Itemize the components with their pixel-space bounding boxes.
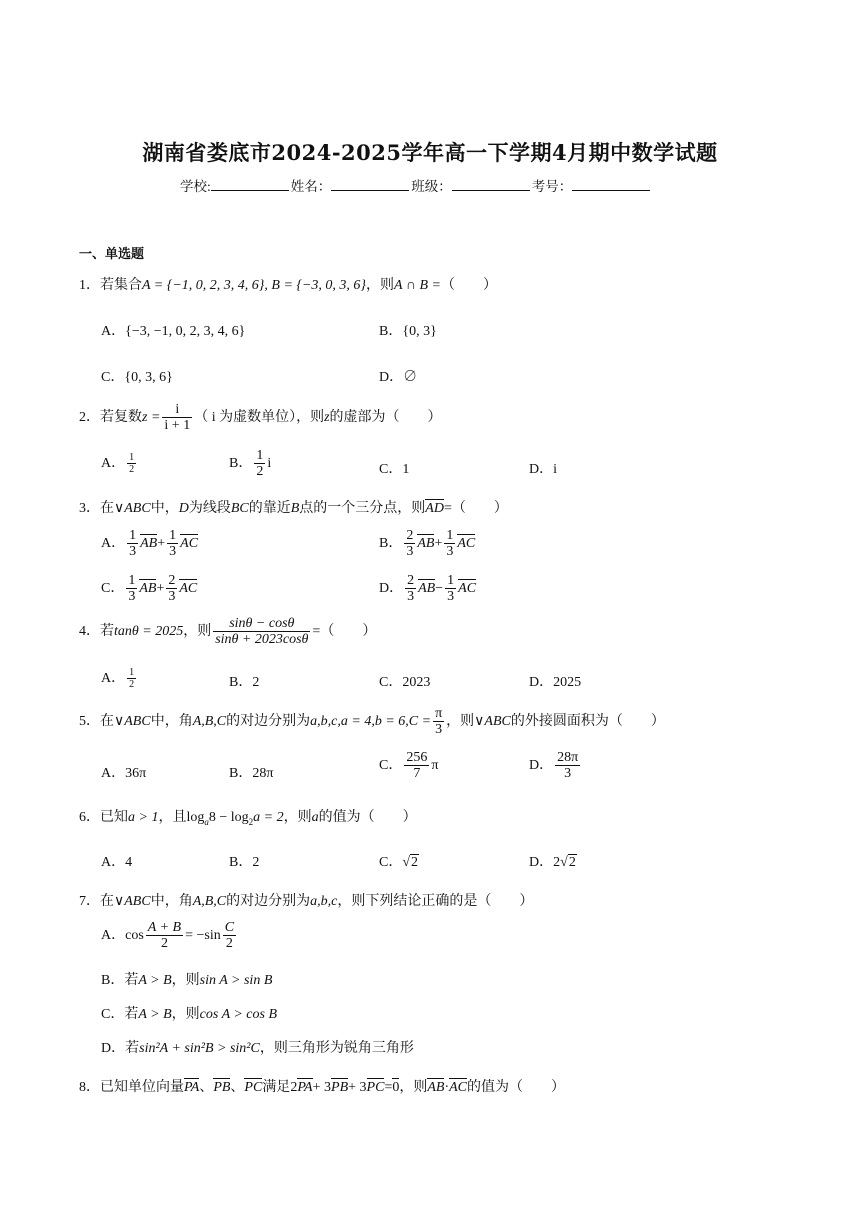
option-label: C． xyxy=(101,581,125,597)
fraction xyxy=(167,528,178,560)
math-expression: = xyxy=(384,1080,393,1095)
question-text: 中， xyxy=(150,501,179,516)
question-text: ，则下列结论正确的是（ ） xyxy=(337,894,534,909)
option-text: {0, 3} xyxy=(402,324,437,339)
zero-vector: 0 xyxy=(392,1080,400,1095)
option-3c[interactable] xyxy=(101,573,197,605)
denominator: 3 xyxy=(407,589,415,605)
question-text: 为线段 xyxy=(188,501,231,516)
question-7 xyxy=(79,890,533,910)
math-expression: z = xyxy=(142,410,161,426)
fraction xyxy=(555,750,580,782)
exam-no-label: 考号： xyxy=(531,179,573,194)
question-number: 5． xyxy=(79,714,100,730)
option-text: {0, 3, 6} xyxy=(124,370,173,385)
question-text: ，且 xyxy=(158,810,187,825)
numerator: 1 xyxy=(169,528,177,543)
option-text: 2023 xyxy=(402,675,431,690)
class-label: 班级： xyxy=(411,179,452,194)
vector-pa: PA xyxy=(184,1080,200,1095)
option-label: C． xyxy=(101,1007,125,1022)
option-label: B． xyxy=(229,766,253,781)
option-3d[interactable] xyxy=(379,573,476,605)
option-label: B． xyxy=(229,855,253,870)
option-label: C． xyxy=(379,675,403,690)
question-number: 6． xyxy=(79,810,100,825)
option-label: D． xyxy=(529,855,554,870)
math-expression: 2 xyxy=(290,1080,298,1095)
numerator: A + B xyxy=(147,920,182,935)
option-6a[interactable] xyxy=(101,851,132,871)
log-base: 2 xyxy=(248,816,254,827)
question-text: 的外接圆面积为（ ） xyxy=(510,714,665,730)
question-number: 8． xyxy=(79,1080,100,1095)
option-label: C． xyxy=(101,370,125,385)
option-label: D． xyxy=(379,370,404,385)
question-text: ，则 xyxy=(399,1080,428,1095)
option-2c[interactable] xyxy=(379,458,409,478)
option-4b[interactable] xyxy=(229,671,259,691)
question-text: 的靠近 xyxy=(248,501,291,516)
question-text: （ i 为虚数单位），则 xyxy=(194,410,325,426)
numerator: 2 xyxy=(168,573,176,588)
math-expression: log xyxy=(186,810,205,825)
question-1 xyxy=(79,274,497,294)
option-7c[interactable] xyxy=(101,1003,277,1023)
math-expression: A ∩ B = xyxy=(394,278,441,293)
fraction xyxy=(127,452,136,475)
fraction xyxy=(223,920,236,952)
option-label: D． xyxy=(529,462,554,477)
sqrt-sign: √ xyxy=(560,855,568,870)
option-text: ，则三角形为锐角三角形 xyxy=(259,1041,414,1056)
math-expression: · xyxy=(444,1080,450,1095)
question-text: =（ ） xyxy=(443,501,508,516)
separator: 、 xyxy=(230,1080,245,1095)
denominator: 3 xyxy=(564,766,572,782)
option-text: 若 xyxy=(125,1041,140,1056)
question-text: 若集合 xyxy=(100,278,142,293)
denominator: sinθ + 2023cosθ xyxy=(215,632,309,648)
question-text: ，则 xyxy=(366,278,395,293)
option-3a[interactable] xyxy=(101,528,198,560)
question-text: 在 xyxy=(100,501,114,516)
section-heading: 一、单选题 xyxy=(79,247,145,262)
option-label: D． xyxy=(101,1041,126,1056)
numerator: 1 xyxy=(446,528,454,543)
option-label: B． xyxy=(229,675,253,690)
option-1c[interactable] xyxy=(101,366,173,386)
option-text: 2 xyxy=(252,855,260,870)
numerator: 1 xyxy=(129,452,135,464)
option-text: i xyxy=(267,456,272,472)
question-4 xyxy=(79,616,376,648)
option-4d[interactable] xyxy=(529,671,581,691)
question-number: 3． xyxy=(79,501,100,516)
option-2d[interactable] xyxy=(529,458,557,478)
name-blank[interactable] xyxy=(331,177,409,191)
vector-ab: AB xyxy=(139,581,157,597)
math-expression: ∨ABC xyxy=(474,714,511,730)
question-number: 2． xyxy=(79,410,100,426)
fraction xyxy=(445,573,456,605)
math-expression: A > B xyxy=(138,973,172,988)
numerator: 2 xyxy=(406,528,414,543)
sqrt-sign: √ xyxy=(402,855,411,870)
vector-ab: AB xyxy=(417,536,435,552)
fraction xyxy=(126,573,137,605)
numerator: 28π xyxy=(557,750,579,765)
denominator: 2 xyxy=(225,936,233,952)
numerator: sinθ − cosθ xyxy=(213,616,310,632)
math-expression: a xyxy=(311,810,319,825)
option-label: A． xyxy=(101,766,126,781)
option-7b[interactable] xyxy=(101,969,272,989)
question-text: 的对边分别为 xyxy=(226,894,311,909)
numerator: 1 xyxy=(256,448,264,463)
fraction xyxy=(404,528,415,560)
math-expression: ∨ABC xyxy=(114,894,151,909)
fraction xyxy=(405,573,416,605)
denominator: 2 xyxy=(256,464,264,480)
denominator: 3 xyxy=(129,544,137,560)
math-expression: B xyxy=(290,501,300,516)
numerator: π xyxy=(435,706,443,721)
math-expression: 8 − log xyxy=(208,810,249,825)
question-text: 在 xyxy=(100,714,114,730)
option-label: A． xyxy=(101,855,126,870)
fraction xyxy=(166,573,177,605)
denominator: 3 xyxy=(447,589,455,605)
option-text: 1 xyxy=(402,462,410,477)
option-5c[interactable] xyxy=(379,750,438,782)
option-text: 若 xyxy=(124,973,139,988)
vector-pc: PC xyxy=(366,1080,385,1095)
option-label: A． xyxy=(101,324,126,339)
denominator: 3 xyxy=(446,544,454,560)
option-2b[interactable] xyxy=(229,448,271,480)
option-1d[interactable] xyxy=(379,366,417,386)
vector-ad: AD xyxy=(425,501,444,516)
math-expression: sin²A + sin²B > sin²C xyxy=(139,1041,260,1056)
math-expression: A = {−1, 0, 2, 3, 4, 6}, B = {−3, 0, 3, 6} xyxy=(142,278,367,293)
option-7a[interactable] xyxy=(101,920,238,952)
question-3 xyxy=(79,497,508,517)
operator: + xyxy=(156,581,165,597)
numerator: 256 xyxy=(406,750,428,765)
option-label: B． xyxy=(379,324,403,339)
fraction xyxy=(162,402,192,434)
denominator: 7 xyxy=(413,766,421,782)
numerator: C xyxy=(224,920,235,935)
option-1a[interactable] xyxy=(101,320,245,340)
option-5a[interactable] xyxy=(101,762,146,782)
question-8 xyxy=(79,1076,565,1096)
math-expression: BC xyxy=(230,501,249,516)
math-expression: a,b,c,a = 4,b = 6,C = xyxy=(310,714,432,730)
option-text: 36π xyxy=(125,766,147,781)
question-text: 已知单位向量 xyxy=(100,1080,184,1095)
math-expression: + 3 xyxy=(348,1080,367,1095)
vector-ab: AB xyxy=(427,1080,445,1095)
option-text: 2 xyxy=(252,675,260,690)
exam-no-blank[interactable] xyxy=(572,177,650,191)
vector-ab: AB xyxy=(140,536,158,552)
math-expression: ∨ABC xyxy=(114,714,151,730)
option-3b[interactable] xyxy=(379,528,475,560)
option-text: ，则 xyxy=(171,973,200,988)
math-expression: cos xyxy=(125,928,144,944)
vector-ac: AC xyxy=(179,581,198,597)
math-expression: sin A > sin B xyxy=(199,973,273,988)
school-label: 学校: xyxy=(180,179,211,194)
math-expression: A,B,C xyxy=(192,714,227,730)
vector-ab: AB xyxy=(418,581,436,597)
math-expression: A > B xyxy=(138,1007,172,1022)
option-text: 4 xyxy=(125,855,133,870)
question-text: 的值为（ ） xyxy=(467,1080,566,1095)
vector-ac: AC xyxy=(458,581,477,597)
numerator: 2 xyxy=(407,573,415,588)
numerator: 1 xyxy=(129,528,137,543)
numerator: i xyxy=(162,402,192,418)
option-text: 2 xyxy=(411,855,419,870)
page-title: 湖南省娄底市2024-2025学年高一下学期4月期中数学试题 xyxy=(142,140,718,165)
option-text: 2025 xyxy=(553,675,582,690)
math-expression: a = 2 xyxy=(253,810,284,825)
option-label: C． xyxy=(379,855,403,870)
option-6c[interactable] xyxy=(379,851,419,871)
question-text: 满足 xyxy=(262,1080,291,1095)
option-5b[interactable] xyxy=(229,762,273,782)
denominator: i + 1 xyxy=(164,418,191,434)
numerator: 1 xyxy=(447,573,455,588)
fraction xyxy=(127,528,138,560)
option-label: C． xyxy=(379,758,403,774)
question-text: ，则 xyxy=(183,624,212,640)
question-6 xyxy=(79,806,417,827)
fraction xyxy=(127,667,136,690)
question-text: 的虚部为（ ） xyxy=(329,410,442,426)
question-text: 中，角 xyxy=(150,894,193,909)
question-2 xyxy=(79,402,442,434)
option-label: A． xyxy=(101,456,126,471)
option-2a[interactable] xyxy=(101,452,138,475)
option-label: C． xyxy=(379,462,403,477)
question-text: 的对边分别为 xyxy=(226,714,311,730)
question-text: 在 xyxy=(100,894,114,909)
name-label: 姓名： xyxy=(290,179,332,194)
log-base: a xyxy=(204,816,209,827)
question-text: ，则 xyxy=(446,714,475,730)
option-text: 2 xyxy=(568,855,576,870)
question-5 xyxy=(79,706,665,738)
denominator: 3 xyxy=(128,589,136,605)
option-text: 若 xyxy=(124,1007,139,1022)
math-expression: A,B,C xyxy=(192,894,227,909)
class-blank[interactable] xyxy=(452,177,530,191)
math-expression: z xyxy=(324,410,330,426)
vector-pa: PA xyxy=(297,1080,313,1095)
question-text: 若 xyxy=(100,624,114,640)
question-text: =（ ） xyxy=(312,624,377,640)
math-expression: a > 1 xyxy=(128,810,159,825)
option-1b[interactable] xyxy=(379,320,437,340)
operator: + xyxy=(157,536,166,552)
question-text: ，则 xyxy=(283,810,312,825)
vector-ac: AC xyxy=(180,536,199,552)
option-6d[interactable] xyxy=(529,851,577,871)
vector-pc: PC xyxy=(244,1080,263,1095)
denominator: 2 xyxy=(129,464,135,476)
option-label: A． xyxy=(101,536,126,552)
question-text: 已知 xyxy=(100,810,128,825)
question-text: 若复数 xyxy=(100,410,142,426)
denominator: 2 xyxy=(129,679,135,691)
option-label: B． xyxy=(229,456,253,472)
fraction xyxy=(213,616,310,648)
denominator: 3 xyxy=(169,544,177,560)
option-label: A． xyxy=(101,671,126,686)
option-label: B． xyxy=(101,973,125,988)
fraction xyxy=(404,750,429,782)
option-text: ，则 xyxy=(171,1007,200,1022)
vector-ac: AC xyxy=(449,1080,468,1095)
option-4c[interactable] xyxy=(379,671,430,691)
question-text: 中，角 xyxy=(150,714,193,730)
option-label: A． xyxy=(101,928,126,944)
denominator: 3 xyxy=(168,589,176,605)
denominator: 3 xyxy=(406,544,414,560)
math-expression: D xyxy=(178,501,189,516)
answer-blank: （ ） xyxy=(440,278,497,293)
fraction xyxy=(433,706,444,738)
option-6b[interactable] xyxy=(229,851,259,871)
option-text: 28π xyxy=(252,766,274,781)
math-expression: tanθ = 2025 xyxy=(114,624,184,640)
school-blank[interactable] xyxy=(211,177,289,191)
math-expression: ∨ABC xyxy=(114,501,151,516)
question-text: 点的一个三分点，则 xyxy=(299,501,426,516)
question-number: 7． xyxy=(79,894,100,909)
option-text: 2 xyxy=(553,855,561,870)
option-7d[interactable] xyxy=(101,1037,414,1057)
fraction xyxy=(444,528,455,560)
numerator: 1 xyxy=(128,573,136,588)
denominator: 3 xyxy=(435,722,443,738)
option-label: D． xyxy=(529,675,554,690)
question-text: 的值为（ ） xyxy=(318,810,417,825)
option-text: i xyxy=(553,462,558,477)
vector-ac: AC xyxy=(457,536,476,552)
fraction xyxy=(146,920,183,952)
fraction xyxy=(254,448,265,480)
math-expression: + 3 xyxy=(312,1080,332,1095)
separator: 、 xyxy=(199,1080,214,1095)
denominator: 2 xyxy=(160,936,168,952)
numerator: 1 xyxy=(129,667,135,679)
math-expression: = −sin xyxy=(185,928,221,944)
math-expression: cos A > cos B xyxy=(199,1007,278,1022)
option-4a[interactable] xyxy=(101,667,138,690)
question-number: 1． xyxy=(79,278,100,293)
question-number: 4． xyxy=(79,624,100,640)
option-label: D． xyxy=(379,581,404,597)
option-5d[interactable] xyxy=(529,750,582,782)
option-label: D． xyxy=(529,758,554,774)
math-expression: a,b,c xyxy=(310,894,338,909)
operator: − xyxy=(435,581,444,597)
student-info xyxy=(180,175,652,195)
vector-pb: PB xyxy=(213,1080,231,1095)
option-text: π xyxy=(431,758,439,774)
vector-pb: PB xyxy=(331,1080,349,1095)
option-text: {−3, −1, 0, 2, 3, 4, 6} xyxy=(125,324,246,339)
option-label: B． xyxy=(379,536,403,552)
operator: + xyxy=(434,536,443,552)
option-text: ∅ xyxy=(403,370,418,385)
